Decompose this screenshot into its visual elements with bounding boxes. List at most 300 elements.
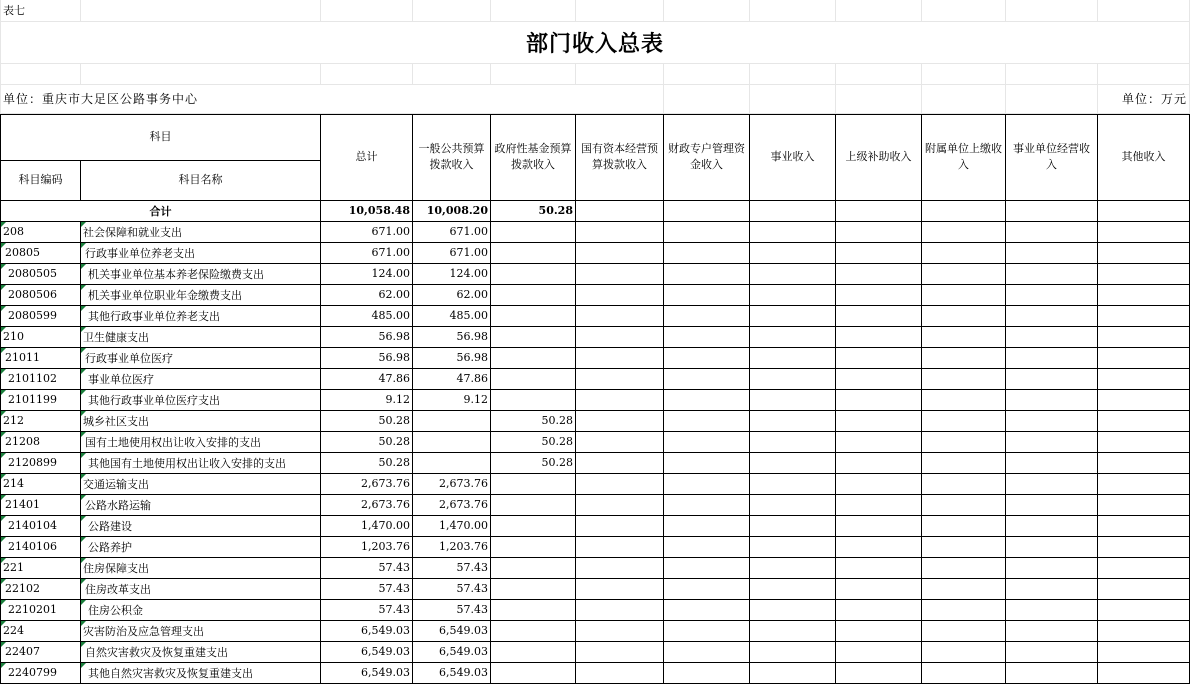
- row-cell[interactable]: [1098, 620, 1190, 641]
- row-cell[interactable]: [836, 284, 922, 305]
- row-cell[interactable]: [1006, 494, 1098, 515]
- row-cell[interactable]: [922, 368, 1006, 389]
- row-fund[interactable]: [491, 494, 576, 515]
- row-cell[interactable]: [1006, 662, 1098, 683]
- row-fund[interactable]: [491, 557, 576, 578]
- row-cell[interactable]: [664, 536, 750, 557]
- row-cell[interactable]: [922, 473, 1006, 494]
- total-label: 合计: [1, 200, 321, 221]
- row-cell[interactable]: [664, 452, 750, 473]
- row-cell[interactable]: [1006, 326, 1098, 347]
- row-cell[interactable]: [750, 473, 836, 494]
- row-cell[interactable]: [1098, 368, 1190, 389]
- row-cell[interactable]: [836, 242, 922, 263]
- row-fund[interactable]: [491, 599, 576, 620]
- row-cell[interactable]: [1098, 452, 1190, 473]
- row-cell[interactable]: [664, 662, 750, 683]
- row-cell[interactable]: [1006, 641, 1098, 662]
- cell-marker-icon: [1, 474, 6, 479]
- row-general[interactable]: 671.00: [413, 221, 491, 242]
- row-name[interactable]: 公路水路运输: [81, 494, 321, 515]
- table-row: [1, 641, 1190, 662]
- row-cell[interactable]: [836, 431, 922, 452]
- row-code[interactable]: 2240799: [1, 662, 81, 683]
- row-cell[interactable]: [750, 305, 836, 326]
- row-general[interactable]: 485.00: [413, 305, 491, 326]
- row-code[interactable]: 21208: [1, 431, 81, 452]
- row-cell[interactable]: [1098, 662, 1190, 683]
- row-name[interactable]: 行政事业单位养老支出: [81, 242, 321, 263]
- row-cell[interactable]: [1006, 536, 1098, 557]
- row-cell[interactable]: [664, 557, 750, 578]
- row-general[interactable]: 1,470.00: [413, 515, 491, 536]
- row-cell[interactable]: [1098, 284, 1190, 305]
- row-cell[interactable]: [664, 431, 750, 452]
- header-general-budget: 一般公共预算拨款收入: [413, 114, 491, 200]
- row-name[interactable]: 其他自然灾害救灾及恢复重建支出: [81, 662, 321, 683]
- row-general[interactable]: 56.98: [413, 326, 491, 347]
- header-name: 科目名称: [81, 160, 321, 200]
- row-total[interactable]: 6,549.03: [321, 662, 413, 683]
- row-code[interactable]: 2140106: [1, 536, 81, 557]
- row-name[interactable]: 国有土地使用权出让收入安排的支出: [81, 431, 321, 452]
- row-cell[interactable]: [576, 284, 664, 305]
- cell-marker-icon: [81, 222, 86, 227]
- row-fund[interactable]: [491, 620, 576, 641]
- row-code[interactable]: 22102: [1, 578, 81, 599]
- row-total[interactable]: 671.00: [321, 242, 413, 263]
- row-cell[interactable]: [836, 368, 922, 389]
- row-fund[interactable]: [491, 641, 576, 662]
- row-cell[interactable]: [576, 221, 664, 242]
- row-cell[interactable]: [664, 410, 750, 431]
- row-code[interactable]: 2080505: [1, 263, 81, 284]
- row-cell[interactable]: [1006, 242, 1098, 263]
- row-cell[interactable]: [664, 641, 750, 662]
- row-general[interactable]: 2,673.76: [413, 494, 491, 515]
- row-cell[interactable]: [1006, 452, 1098, 473]
- row-cell[interactable]: [1098, 599, 1190, 620]
- row-fund[interactable]: 50.28: [491, 452, 576, 473]
- row-total[interactable]: 62.00: [321, 284, 413, 305]
- row-cell[interactable]: [576, 242, 664, 263]
- cell-marker-icon: [1, 264, 6, 269]
- row-total[interactable]: 2,673.76: [321, 494, 413, 515]
- row-cell[interactable]: [1006, 557, 1098, 578]
- row-cell[interactable]: [664, 305, 750, 326]
- row-cell[interactable]: [922, 578, 1006, 599]
- row-code[interactable]: 208: [1, 221, 81, 242]
- row-cell[interactable]: [664, 578, 750, 599]
- row-cell[interactable]: [1098, 221, 1190, 242]
- row-general[interactable]: 57.43: [413, 599, 491, 620]
- cell-marker-icon: [1, 243, 6, 248]
- page-title: 部门收入总表: [1, 21, 1190, 63]
- row-cell[interactable]: [836, 599, 922, 620]
- row-cell[interactable]: [750, 431, 836, 452]
- row-cell[interactable]: [922, 599, 1006, 620]
- row-cell[interactable]: [836, 536, 922, 557]
- row-cell[interactable]: [1098, 242, 1190, 263]
- row-cell[interactable]: [576, 473, 664, 494]
- row-name[interactable]: 自然灾害救灾及恢复重建支出: [81, 641, 321, 662]
- table-row: [1, 242, 1190, 263]
- row-cell[interactable]: [1098, 515, 1190, 536]
- row-cell[interactable]: [836, 494, 922, 515]
- row-cell[interactable]: [664, 221, 750, 242]
- row-general[interactable]: 57.43: [413, 578, 491, 599]
- row-cell[interactable]: [836, 410, 922, 431]
- row-general[interactable]: 9.12: [413, 389, 491, 410]
- row-total[interactable]: 124.00: [321, 263, 413, 284]
- row-cell[interactable]: [1006, 389, 1098, 410]
- total-row: [1, 200, 1190, 221]
- cell-marker-icon: [1, 453, 6, 458]
- row-cell[interactable]: [922, 452, 1006, 473]
- row-total[interactable]: 671.00: [321, 221, 413, 242]
- row-name[interactable]: 交通运输支出: [81, 473, 321, 494]
- row-cell[interactable]: [750, 389, 836, 410]
- row-cell[interactable]: [576, 263, 664, 284]
- row-cell[interactable]: [750, 452, 836, 473]
- row-code[interactable]: 21401: [1, 494, 81, 515]
- row-fund[interactable]: [491, 473, 576, 494]
- row-cell[interactable]: [836, 557, 922, 578]
- row-cell[interactable]: [922, 221, 1006, 242]
- row-name[interactable]: 社会保障和就业支出: [81, 221, 321, 242]
- row-cell[interactable]: [750, 620, 836, 641]
- row-cell[interactable]: [836, 221, 922, 242]
- row-general[interactable]: 124.00: [413, 263, 491, 284]
- row-code[interactable]: 20805: [1, 242, 81, 263]
- row-cell[interactable]: [576, 347, 664, 368]
- row-name[interactable]: 事业单位医疗: [81, 368, 321, 389]
- row-cell[interactable]: [1006, 368, 1098, 389]
- row-cell[interactable]: [922, 557, 1006, 578]
- row-fund[interactable]: [491, 263, 576, 284]
- row-fund[interactable]: [491, 326, 576, 347]
- row-cell[interactable]: [1006, 599, 1098, 620]
- row-cell[interactable]: [664, 242, 750, 263]
- row-cell[interactable]: [836, 263, 922, 284]
- row-cell[interactable]: [1006, 410, 1098, 431]
- row-cell[interactable]: [1006, 431, 1098, 452]
- row-total[interactable]: 56.98: [321, 326, 413, 347]
- row-code[interactable]: 2101199: [1, 389, 81, 410]
- row-general[interactable]: [413, 452, 491, 473]
- row-cell[interactable]: [922, 326, 1006, 347]
- cell-marker-icon: [81, 474, 86, 479]
- row-total[interactable]: 47.86: [321, 368, 413, 389]
- row-code[interactable]: 214: [1, 473, 81, 494]
- row-cell[interactable]: [922, 305, 1006, 326]
- row-name[interactable]: 机关事业单位基本养老保险缴费支出: [81, 263, 321, 284]
- row-total[interactable]: 1,470.00: [321, 515, 413, 536]
- row-fund[interactable]: [491, 578, 576, 599]
- row-fund[interactable]: [491, 284, 576, 305]
- row-code[interactable]: 22407: [1, 641, 81, 662]
- row-cell[interactable]: [576, 599, 664, 620]
- row-total[interactable]: 57.43: [321, 557, 413, 578]
- row-cell[interactable]: [922, 389, 1006, 410]
- row-general[interactable]: 6,549.03: [413, 641, 491, 662]
- row-cell[interactable]: [1098, 473, 1190, 494]
- row-cell[interactable]: [750, 221, 836, 242]
- row-cell[interactable]: [836, 473, 922, 494]
- row-fund[interactable]: [491, 305, 576, 326]
- row-cell[interactable]: [576, 431, 664, 452]
- row-fund[interactable]: [491, 221, 576, 242]
- cell-marker-icon: [1, 579, 6, 584]
- row-code[interactable]: 212: [1, 410, 81, 431]
- row-code[interactable]: 21011: [1, 347, 81, 368]
- cell-marker-icon: [1, 411, 6, 416]
- row-fund[interactable]: [491, 368, 576, 389]
- row-cell[interactable]: [1098, 431, 1190, 452]
- row-total[interactable]: 1,203.76: [321, 536, 413, 557]
- row-cell[interactable]: [922, 347, 1006, 368]
- row-cell[interactable]: [836, 389, 922, 410]
- row-cell[interactable]: [922, 410, 1006, 431]
- row-general[interactable]: 62.00: [413, 284, 491, 305]
- header-superior-subsidy: 上级补助收入: [836, 114, 922, 200]
- row-cell[interactable]: [750, 347, 836, 368]
- header-gov-fund: 政府性基金预算拨款收入: [491, 114, 576, 200]
- row-cell[interactable]: [922, 515, 1006, 536]
- row-name[interactable]: 机关事业单位职业年金缴费支出: [81, 284, 321, 305]
- row-total[interactable]: 2,673.76: [321, 473, 413, 494]
- row-general[interactable]: 671.00: [413, 242, 491, 263]
- row-general[interactable]: [413, 410, 491, 431]
- row-cell[interactable]: [664, 473, 750, 494]
- row-cell[interactable]: [576, 662, 664, 683]
- row-code[interactable]: 2080599: [1, 305, 81, 326]
- row-cell[interactable]: [836, 578, 922, 599]
- row-fund[interactable]: [491, 536, 576, 557]
- row-code[interactable]: 2080506: [1, 284, 81, 305]
- row-cell[interactable]: [836, 305, 922, 326]
- row-general[interactable]: 56.98: [413, 347, 491, 368]
- header-total: 总计: [321, 114, 413, 200]
- row-total[interactable]: 57.43: [321, 599, 413, 620]
- row-cell[interactable]: [1098, 557, 1190, 578]
- row-cell[interactable]: [750, 326, 836, 347]
- cell-marker-icon: [1, 663, 6, 668]
- row-name[interactable]: 住房公积金: [81, 599, 321, 620]
- row-cell[interactable]: [576, 578, 664, 599]
- row-name[interactable]: 住房改革支出: [81, 578, 321, 599]
- row-total[interactable]: 6,549.03: [321, 641, 413, 662]
- row-code[interactable]: 224: [1, 620, 81, 641]
- row-name[interactable]: 其他国有土地使用权出让收入安排的支出: [81, 452, 321, 473]
- row-code[interactable]: 210: [1, 326, 81, 347]
- row-cell[interactable]: [576, 368, 664, 389]
- row-cell[interactable]: [750, 284, 836, 305]
- row-code[interactable]: 2101102: [1, 368, 81, 389]
- cell-marker-icon: [1, 516, 6, 521]
- row-cell[interactable]: [576, 410, 664, 431]
- cell-marker-icon: [81, 348, 86, 353]
- row-fund[interactable]: [491, 242, 576, 263]
- row-total[interactable]: 50.28: [321, 410, 413, 431]
- row-cell[interactable]: [922, 536, 1006, 557]
- row-cell[interactable]: [664, 284, 750, 305]
- cell-marker-icon: [81, 642, 86, 647]
- row-total[interactable]: 56.98: [321, 347, 413, 368]
- row-fund[interactable]: [491, 662, 576, 683]
- row-cell[interactable]: [1098, 305, 1190, 326]
- row-cell[interactable]: [750, 515, 836, 536]
- row-general[interactable]: 6,549.03: [413, 620, 491, 641]
- row-cell[interactable]: [836, 515, 922, 536]
- row-total[interactable]: 57.43: [321, 578, 413, 599]
- row-cell[interactable]: [576, 494, 664, 515]
- row-cell[interactable]: [1006, 578, 1098, 599]
- row-cell[interactable]: [922, 263, 1006, 284]
- table-row: [1, 368, 1190, 389]
- row-cell[interactable]: [922, 620, 1006, 641]
- row-cell[interactable]: [576, 452, 664, 473]
- row-cell[interactable]: [750, 494, 836, 515]
- row-cell[interactable]: [1098, 578, 1190, 599]
- row-cell[interactable]: [1006, 221, 1098, 242]
- row-cell[interactable]: [836, 326, 922, 347]
- row-cell[interactable]: [1098, 536, 1190, 557]
- row-name[interactable]: 行政事业单位医疗: [81, 347, 321, 368]
- row-total[interactable]: 6,549.03: [321, 620, 413, 641]
- row-general[interactable]: 2,673.76: [413, 473, 491, 494]
- row-cell[interactable]: [664, 263, 750, 284]
- row-name[interactable]: 其他行政事业单位养老支出: [81, 305, 321, 326]
- row-total[interactable]: 485.00: [321, 305, 413, 326]
- row-total[interactable]: 9.12: [321, 389, 413, 410]
- cell-marker-icon: [81, 621, 86, 626]
- row-cell[interactable]: [576, 305, 664, 326]
- row-cell[interactable]: [664, 389, 750, 410]
- row-cell[interactable]: [750, 368, 836, 389]
- row-cell[interactable]: [1006, 305, 1098, 326]
- row-cell[interactable]: [922, 284, 1006, 305]
- row-cell[interactable]: [750, 410, 836, 431]
- row-fund[interactable]: 50.28: [491, 431, 576, 452]
- cell-marker-icon: [81, 537, 86, 542]
- row-cell[interactable]: [664, 620, 750, 641]
- row-total[interactable]: 50.28: [321, 452, 413, 473]
- row-cell[interactable]: [750, 557, 836, 578]
- row-cell[interactable]: [750, 641, 836, 662]
- row-cell[interactable]: [922, 662, 1006, 683]
- row-fund[interactable]: 50.28: [491, 410, 576, 431]
- row-name[interactable]: 灾害防治及应急管理支出: [81, 620, 321, 641]
- row-cell[interactable]: [750, 599, 836, 620]
- row-cell[interactable]: [664, 347, 750, 368]
- row-cell[interactable]: [922, 431, 1006, 452]
- row-general[interactable]: [413, 431, 491, 452]
- row-cell[interactable]: [1098, 326, 1190, 347]
- row-cell[interactable]: [1006, 515, 1098, 536]
- header-subject: 科目: [1, 114, 321, 160]
- cell-marker-icon: [1, 621, 6, 626]
- row-name[interactable]: 公路建设: [81, 515, 321, 536]
- row-cell[interactable]: [576, 389, 664, 410]
- sheet-tag: 表七: [1, 0, 81, 21]
- row-cell[interactable]: [576, 557, 664, 578]
- row-code[interactable]: 2140104: [1, 515, 81, 536]
- row-cell[interactable]: [576, 515, 664, 536]
- row-cell[interactable]: [750, 536, 836, 557]
- table-row: [1, 389, 1190, 410]
- row-general[interactable]: 1,203.76: [413, 536, 491, 557]
- cell-marker-icon: [1, 642, 6, 647]
- row-cell[interactable]: [664, 326, 750, 347]
- row-cell[interactable]: [836, 662, 922, 683]
- row-cell[interactable]: [1098, 641, 1190, 662]
- row-name[interactable]: 公路养护: [81, 536, 321, 557]
- row-cell[interactable]: [750, 578, 836, 599]
- header-state-capital: 国有资本经营预算拨款收入: [576, 114, 664, 200]
- row-cell[interactable]: [576, 536, 664, 557]
- row-cell[interactable]: [750, 662, 836, 683]
- row-cell[interactable]: [1098, 347, 1190, 368]
- row-cell[interactable]: [1098, 263, 1190, 284]
- row-fund[interactable]: [491, 347, 576, 368]
- row-name[interactable]: 卫生健康支出: [81, 326, 321, 347]
- row-cell[interactable]: [1098, 410, 1190, 431]
- row-cell[interactable]: [836, 641, 922, 662]
- row-cell[interactable]: [1006, 620, 1098, 641]
- cell-marker-icon: [1, 306, 6, 311]
- row-fund[interactable]: [491, 515, 576, 536]
- row-cell[interactable]: [836, 347, 922, 368]
- row-cell[interactable]: [836, 452, 922, 473]
- row-cell[interactable]: [1098, 494, 1190, 515]
- row-cell[interactable]: [576, 620, 664, 641]
- row-cell[interactable]: [750, 263, 836, 284]
- row-name[interactable]: 住房保障支出: [81, 557, 321, 578]
- row-cell[interactable]: [836, 620, 922, 641]
- row-code[interactable]: 2120899: [1, 452, 81, 473]
- row-cell[interactable]: [664, 515, 750, 536]
- row-general[interactable]: 57.43: [413, 557, 491, 578]
- row-cell[interactable]: [750, 242, 836, 263]
- row-cell[interactable]: [576, 641, 664, 662]
- table-row: [1, 494, 1190, 515]
- row-cell[interactable]: [1006, 473, 1098, 494]
- row-general[interactable]: 6,549.03: [413, 662, 491, 683]
- row-code[interactable]: 2210201: [1, 599, 81, 620]
- row-name[interactable]: 其他行政事业单位医疗支出: [81, 389, 321, 410]
- row-cell[interactable]: [576, 326, 664, 347]
- row-cell[interactable]: [1098, 389, 1190, 410]
- row-cell[interactable]: [1006, 263, 1098, 284]
- row-code[interactable]: 221: [1, 557, 81, 578]
- table-row: [1, 347, 1190, 368]
- row-cell[interactable]: [922, 641, 1006, 662]
- header-affiliated: 附属单位上缴收入: [922, 114, 1006, 200]
- row-cell[interactable]: [1006, 347, 1098, 368]
- row-cell[interactable]: [922, 242, 1006, 263]
- row-cell[interactable]: [664, 599, 750, 620]
- row-cell[interactable]: [664, 368, 750, 389]
- row-cell[interactable]: [1006, 284, 1098, 305]
- row-name[interactable]: 城乡社区支出: [81, 410, 321, 431]
- row-general[interactable]: 47.86: [413, 368, 491, 389]
- row-total[interactable]: 50.28: [321, 431, 413, 452]
- row-fund[interactable]: [491, 389, 576, 410]
- row-cell[interactable]: [922, 494, 1006, 515]
- table-row: [1, 515, 1190, 536]
- row-cell[interactable]: [664, 494, 750, 515]
